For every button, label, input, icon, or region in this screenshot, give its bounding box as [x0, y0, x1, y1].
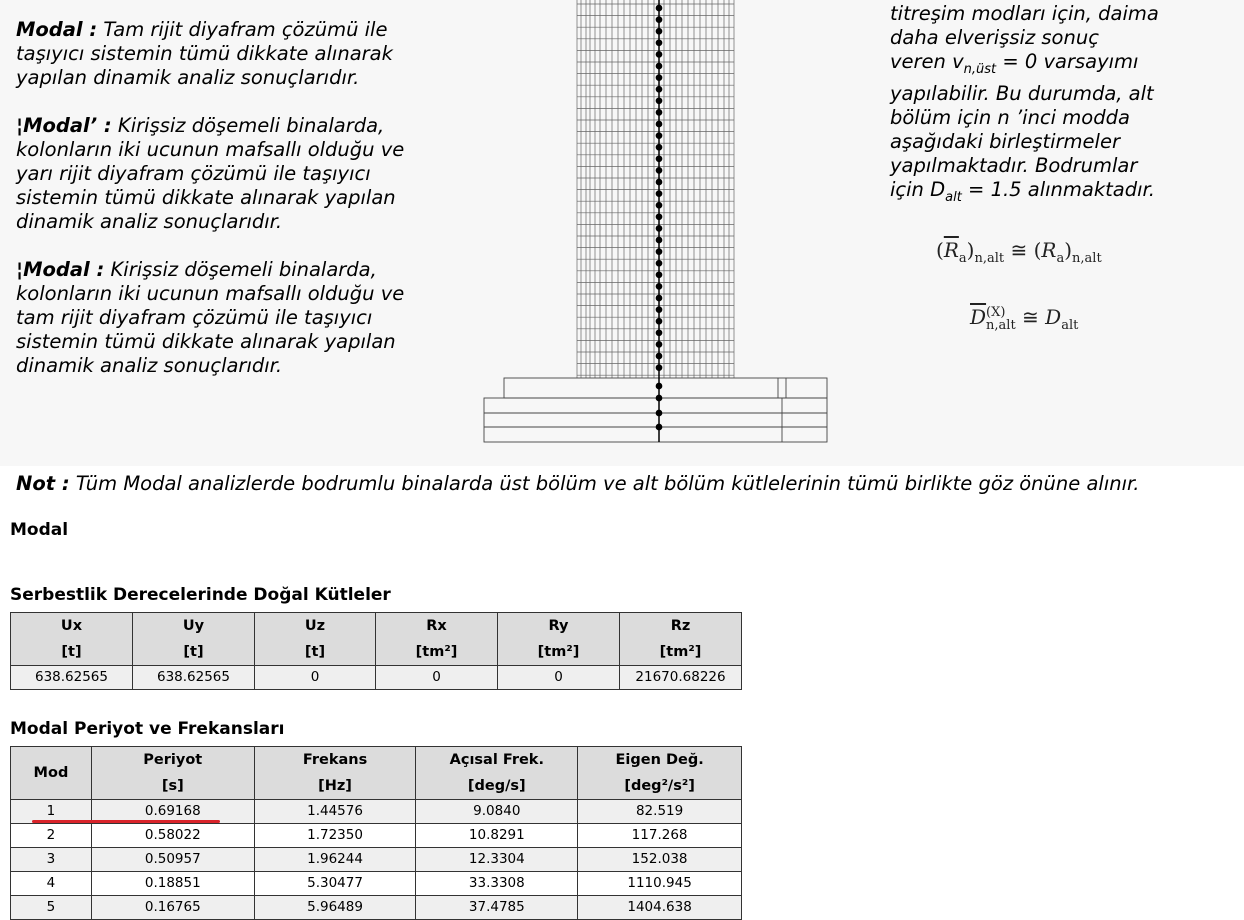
modal-definitions [16, 18, 416, 402]
table-cell: 0.16765 [91, 896, 254, 920]
table-cell: 0.18851 [91, 872, 254, 896]
table-cell: 82.519 [578, 800, 742, 824]
explanation-line: daha elverişsiz sonuç [890, 26, 1099, 49]
formula-d: $\overline{D}$ (X) n,alt ≅ $D_{alt}$ [970, 304, 1079, 333]
column-header: Açısal Frek. [deg/s] [416, 747, 578, 800]
explanation-line: titreşim modları için, daima [890, 2, 1159, 25]
table-cell: 638.62565 [133, 666, 255, 690]
mass-centre-axis [656, 0, 661, 442]
table-row [11, 824, 742, 848]
table-cell: 0.58022 [91, 824, 254, 848]
definition-modal-semi-rigid [16, 114, 416, 234]
note-label: Not : [16, 472, 70, 495]
table-cell: 0 [498, 666, 620, 690]
mass-table-title: Serbestlik Derecelerinde Doğal Kütleler [10, 585, 391, 605]
definition-modal [16, 18, 416, 90]
mass-table-header [11, 613, 742, 666]
podium-frame [484, 378, 827, 442]
column-header: Uz [t] [255, 613, 376, 666]
table-cell: 117.268 [578, 824, 742, 848]
table-cell: 33.3308 [416, 872, 578, 896]
table-cell: 5.30477 [254, 872, 416, 896]
table-cell: 1110.945 [578, 872, 742, 896]
table-cell: 152.038 [578, 848, 742, 872]
table-cell: 5 [11, 896, 92, 920]
definition-text: Kirişsiz döşemeli binalarda, kolonların iki ucunun mafsallı olduğu ve tam rijit diyafram çözümü ile taşıyıcı sistemin tümü dikkate alınarak yapılan dinamik analiz sonuçlarıdır. [16, 258, 405, 377]
table-cell: 638.62565 [11, 666, 133, 690]
definition-label: Modal : [16, 18, 98, 41]
mass-table [10, 612, 742, 690]
table-cell: 9.0840 [416, 800, 578, 824]
table-cell: 4 [11, 872, 92, 896]
note-text: Tüm Modal analizlerde bodrumlu binalarda üst bölüm ve alt bölüm kütlelerinin tümü birlikte göz önüne alınır. [69, 472, 1140, 495]
definition-text: Tam rijit diyafram çözümü ile taşıyıcı sistemin tümü dikkate alınarak yapılan dinamik analiz sonuçlarıdır. [16, 18, 393, 89]
column-header: Rz [tm²] [620, 613, 742, 666]
table-cell: 0.50957 [91, 848, 254, 872]
combination-explanation [890, 2, 1220, 210]
explanation-line: yapılmaktadır. Bodrumlar [890, 153, 1138, 177]
period-table-title: Modal Periyot ve Frekansları [10, 719, 285, 739]
note [16, 472, 1139, 495]
table-cell: 2 [11, 824, 92, 848]
period-table-header [11, 747, 742, 800]
table-cell: 1404.638 [578, 896, 742, 920]
table-cell: 5.96489 [254, 896, 416, 920]
table-row [11, 666, 742, 690]
explanation-line: veren $v_{n,üst} = 0$ varsayımı [890, 50, 1139, 77]
definition-modal-rigid [16, 258, 416, 378]
table-row [11, 872, 742, 896]
table-cell: 12.3304 [416, 848, 578, 872]
explanation-line: bölüm için n ’inci modda [890, 105, 1130, 129]
explanation-line: aşağıdaki birleştirmeler [890, 129, 1120, 153]
table-row [11, 896, 742, 920]
formula-ra: $(\overline{R}_a)_{n,alt}$ ≅ $(R_a)_{n,alt}$ [936, 238, 1102, 266]
definition-label: ¦Modal : [16, 258, 105, 281]
table-cell: 10.8291 [416, 824, 578, 848]
table-cell: 1.96244 [254, 848, 416, 872]
column-header: Ry [tm²] [498, 613, 620, 666]
definition-text: Kirişsiz döşemeli binalarda, kolonların iki ucunun mafsallı olduğu ve yarı rijit diyafram çözümü ile taşıyıcı sistemin tümü dikkate alınarak yapılan dinamik analiz sonuçlarıdır. [16, 114, 405, 233]
column-header: Periyot [s] [91, 747, 254, 800]
definition-label: ¦Modal’ : [16, 114, 112, 137]
period-table [10, 746, 742, 920]
table-cell: 1.44576 [254, 800, 416, 824]
table-row [11, 848, 742, 872]
table-cell: 1 [11, 800, 92, 824]
column-header: Mod [11, 747, 92, 800]
table-cell: 0.69168 [91, 800, 254, 824]
explanation-line: yapılabilir. Bu durumda, alt [890, 81, 1154, 105]
column-header: Frekans [Hz] [254, 747, 416, 800]
highlight-underline [32, 820, 220, 823]
building-elevation-drawing [482, 0, 832, 446]
column-header: Eigen Değ. [deg²/s²] [578, 747, 742, 800]
table-cell: 3 [11, 848, 92, 872]
section-title: Modal [10, 520, 69, 540]
column-header: Uy [t] [133, 613, 255, 666]
table-cell: 1.72350 [254, 824, 416, 848]
table-cell: 37.4785 [416, 896, 578, 920]
tower-frame [577, 0, 734, 378]
table-cell: 21670.68226 [620, 666, 742, 690]
column-header: Ux [t] [11, 613, 133, 666]
explanation-line: için $D_{alt} = 1.5$ alınmaktadır. [890, 177, 1155, 205]
table-cell: 0 [376, 666, 498, 690]
column-header: Rx [tm²] [376, 613, 498, 666]
table-cell: 0 [255, 666, 376, 690]
